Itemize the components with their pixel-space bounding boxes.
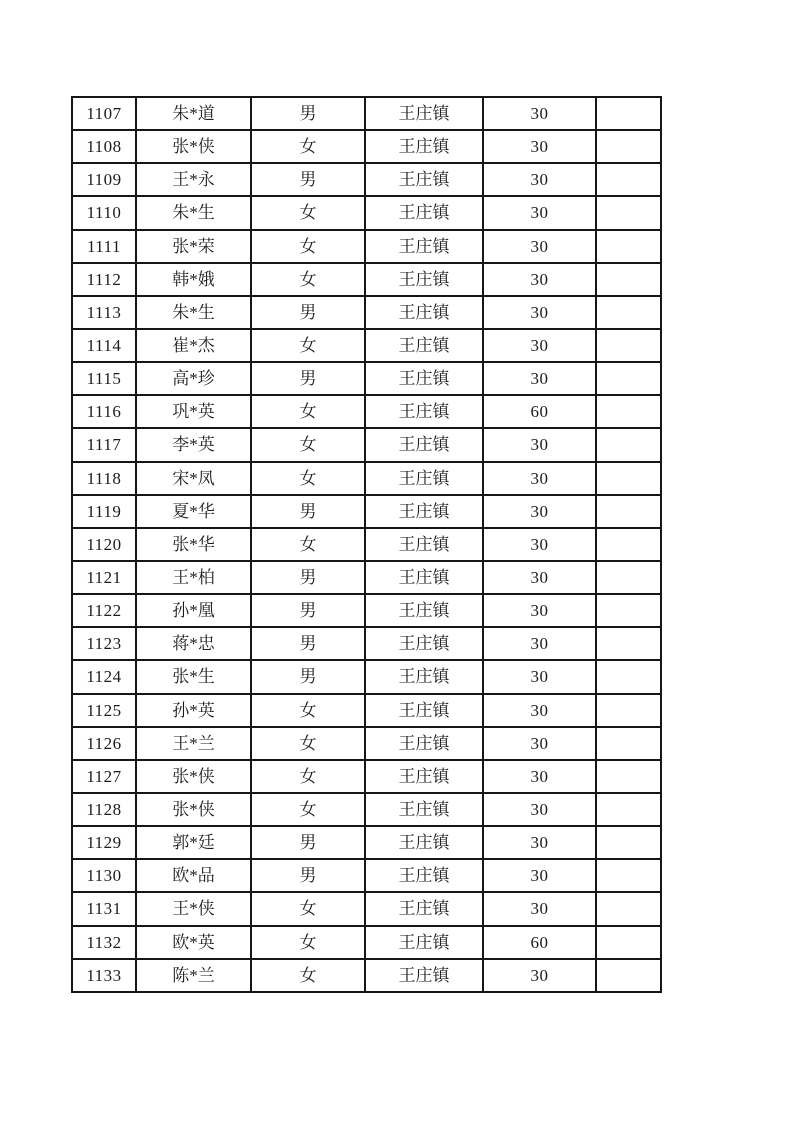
cell-gender: 女 [251, 793, 365, 826]
cell-name: 张*华 [136, 528, 251, 561]
cell-town: 王庄镇 [365, 926, 483, 959]
cell-amount: 30 [483, 362, 596, 395]
cell-town: 王庄镇 [365, 163, 483, 196]
cell-row-number: 1115 [72, 362, 136, 395]
cell-amount: 30 [483, 462, 596, 495]
cell-gender: 女 [251, 428, 365, 461]
cell-name: 张*侠 [136, 130, 251, 163]
cell-amount: 30 [483, 660, 596, 693]
table-row [72, 627, 661, 660]
table-row [72, 561, 661, 594]
cell-name: 王*柏 [136, 561, 251, 594]
cell-blank [596, 329, 661, 362]
table-row [72, 926, 661, 959]
cell-town: 王庄镇 [365, 395, 483, 428]
cell-blank [596, 263, 661, 296]
beneficiary-table [71, 96, 662, 993]
cell-blank [596, 594, 661, 627]
cell-row-number: 1133 [72, 959, 136, 992]
cell-gender: 男 [251, 627, 365, 660]
cell-town: 王庄镇 [365, 528, 483, 561]
cell-row-number: 1132 [72, 926, 136, 959]
cell-amount: 30 [483, 528, 596, 561]
cell-row-number: 1111 [72, 230, 136, 263]
cell-gender: 女 [251, 760, 365, 793]
cell-town: 王庄镇 [365, 130, 483, 163]
cell-amount: 30 [483, 495, 596, 528]
cell-row-number: 1113 [72, 296, 136, 329]
table-row [72, 263, 661, 296]
table-row [72, 959, 661, 992]
cell-row-number: 1112 [72, 263, 136, 296]
cell-name: 崔*杰 [136, 329, 251, 362]
cell-row-number: 1121 [72, 561, 136, 594]
cell-name: 孙*凰 [136, 594, 251, 627]
cell-blank [596, 428, 661, 461]
cell-gender: 女 [251, 395, 365, 428]
cell-blank [596, 97, 661, 130]
cell-name: 王*永 [136, 163, 251, 196]
table-row [72, 892, 661, 925]
table-row [72, 329, 661, 362]
cell-town: 王庄镇 [365, 230, 483, 263]
cell-blank [596, 230, 661, 263]
cell-town: 王庄镇 [365, 462, 483, 495]
cell-blank [596, 760, 661, 793]
table-row [72, 727, 661, 760]
cell-town: 王庄镇 [365, 892, 483, 925]
cell-gender: 女 [251, 694, 365, 727]
cell-town: 王庄镇 [365, 826, 483, 859]
cell-gender: 男 [251, 859, 365, 892]
cell-name: 陈*兰 [136, 959, 251, 992]
cell-name: 夏*华 [136, 495, 251, 528]
table-row [72, 428, 661, 461]
cell-name: 朱*道 [136, 97, 251, 130]
cell-blank [596, 495, 661, 528]
cell-gender: 女 [251, 959, 365, 992]
cell-name: 张*荣 [136, 230, 251, 263]
cell-blank [596, 959, 661, 992]
cell-gender: 男 [251, 296, 365, 329]
cell-town: 王庄镇 [365, 495, 483, 528]
cell-gender: 男 [251, 97, 365, 130]
table-row [72, 362, 661, 395]
cell-name: 郭*廷 [136, 826, 251, 859]
table-row [72, 826, 661, 859]
cell-blank [596, 362, 661, 395]
cell-blank [596, 859, 661, 892]
cell-amount: 30 [483, 859, 596, 892]
cell-town: 王庄镇 [365, 694, 483, 727]
cell-blank [596, 727, 661, 760]
cell-gender: 女 [251, 196, 365, 229]
cell-gender: 男 [251, 561, 365, 594]
table-body [72, 97, 661, 992]
table-row [72, 859, 661, 892]
cell-name: 王*兰 [136, 727, 251, 760]
table-row [72, 495, 661, 528]
cell-row-number: 1109 [72, 163, 136, 196]
cell-name: 张*侠 [136, 760, 251, 793]
cell-gender: 女 [251, 263, 365, 296]
cell-blank [596, 528, 661, 561]
table-row [72, 395, 661, 428]
cell-name: 韩*娥 [136, 263, 251, 296]
cell-row-number: 1116 [72, 395, 136, 428]
cell-blank [596, 892, 661, 925]
cell-town: 王庄镇 [365, 760, 483, 793]
cell-amount: 60 [483, 926, 596, 959]
cell-blank [596, 926, 661, 959]
table-row [72, 296, 661, 329]
cell-amount: 30 [483, 428, 596, 461]
cell-gender: 男 [251, 594, 365, 627]
cell-gender: 女 [251, 926, 365, 959]
cell-gender: 女 [251, 230, 365, 263]
cell-name: 张*侠 [136, 793, 251, 826]
cell-row-number: 1126 [72, 727, 136, 760]
cell-blank [596, 130, 661, 163]
cell-row-number: 1123 [72, 627, 136, 660]
cell-blank [596, 826, 661, 859]
cell-amount: 30 [483, 727, 596, 760]
cell-blank [596, 296, 661, 329]
table-row [72, 163, 661, 196]
cell-amount: 30 [483, 196, 596, 229]
cell-town: 王庄镇 [365, 859, 483, 892]
cell-row-number: 1108 [72, 130, 136, 163]
cell-name: 李*英 [136, 428, 251, 461]
cell-blank [596, 561, 661, 594]
cell-town: 王庄镇 [365, 959, 483, 992]
cell-name: 蒋*忠 [136, 627, 251, 660]
cell-row-number: 1110 [72, 196, 136, 229]
cell-gender: 女 [251, 329, 365, 362]
cell-amount: 30 [483, 793, 596, 826]
cell-town: 王庄镇 [365, 97, 483, 130]
table-row [72, 528, 661, 561]
cell-gender: 女 [251, 892, 365, 925]
cell-gender: 男 [251, 660, 365, 693]
cell-row-number: 1130 [72, 859, 136, 892]
table-row [72, 760, 661, 793]
cell-row-number: 1124 [72, 660, 136, 693]
cell-row-number: 1119 [72, 495, 136, 528]
cell-blank [596, 627, 661, 660]
cell-row-number: 1117 [72, 428, 136, 461]
cell-name: 朱*生 [136, 296, 251, 329]
cell-blank [596, 395, 661, 428]
cell-amount: 30 [483, 230, 596, 263]
cell-gender: 男 [251, 495, 365, 528]
cell-amount: 30 [483, 296, 596, 329]
cell-row-number: 1125 [72, 694, 136, 727]
cell-row-number: 1127 [72, 760, 136, 793]
table-row [72, 97, 661, 130]
cell-gender: 男 [251, 826, 365, 859]
cell-blank [596, 660, 661, 693]
cell-amount: 30 [483, 561, 596, 594]
cell-amount: 30 [483, 329, 596, 362]
cell-town: 王庄镇 [365, 362, 483, 395]
cell-name: 高*珍 [136, 362, 251, 395]
cell-town: 王庄镇 [365, 727, 483, 760]
cell-blank [596, 694, 661, 727]
cell-name: 欧*英 [136, 926, 251, 959]
cell-row-number: 1131 [72, 892, 136, 925]
cell-amount: 30 [483, 97, 596, 130]
cell-town: 王庄镇 [365, 428, 483, 461]
cell-amount: 60 [483, 395, 596, 428]
cell-name: 孙*英 [136, 694, 251, 727]
cell-gender: 女 [251, 130, 365, 163]
table-row [72, 462, 661, 495]
cell-blank [596, 196, 661, 229]
table-row [72, 196, 661, 229]
cell-gender: 男 [251, 362, 365, 395]
table-row [72, 793, 661, 826]
cell-amount: 30 [483, 263, 596, 296]
cell-town: 王庄镇 [365, 296, 483, 329]
cell-row-number: 1107 [72, 97, 136, 130]
cell-town: 王庄镇 [365, 196, 483, 229]
cell-amount: 30 [483, 594, 596, 627]
cell-gender: 女 [251, 528, 365, 561]
cell-amount: 30 [483, 892, 596, 925]
cell-town: 王庄镇 [365, 263, 483, 296]
cell-row-number: 1120 [72, 528, 136, 561]
cell-town: 王庄镇 [365, 627, 483, 660]
cell-blank [596, 163, 661, 196]
cell-town: 王庄镇 [365, 329, 483, 362]
cell-gender: 男 [251, 163, 365, 196]
cell-gender: 女 [251, 462, 365, 495]
cell-town: 王庄镇 [365, 561, 483, 594]
cell-amount: 30 [483, 959, 596, 992]
cell-name: 张*生 [136, 660, 251, 693]
cell-town: 王庄镇 [365, 793, 483, 826]
cell-amount: 30 [483, 627, 596, 660]
cell-town: 王庄镇 [365, 660, 483, 693]
cell-row-number: 1129 [72, 826, 136, 859]
cell-amount: 30 [483, 826, 596, 859]
cell-row-number: 1122 [72, 594, 136, 627]
table-row [72, 694, 661, 727]
cell-amount: 30 [483, 694, 596, 727]
cell-row-number: 1114 [72, 329, 136, 362]
cell-blank [596, 462, 661, 495]
cell-row-number: 1128 [72, 793, 136, 826]
cell-name: 巩*英 [136, 395, 251, 428]
cell-row-number: 1118 [72, 462, 136, 495]
cell-amount: 30 [483, 163, 596, 196]
cell-name: 欧*品 [136, 859, 251, 892]
table-row [72, 130, 661, 163]
cell-gender: 女 [251, 727, 365, 760]
cell-name: 宋*凤 [136, 462, 251, 495]
cell-town: 王庄镇 [365, 594, 483, 627]
table-row [72, 660, 661, 693]
table-row [72, 230, 661, 263]
cell-amount: 30 [483, 760, 596, 793]
cell-blank [596, 793, 661, 826]
table-row [72, 594, 661, 627]
cell-amount: 30 [483, 130, 596, 163]
cell-name: 朱*生 [136, 196, 251, 229]
cell-name: 王*侠 [136, 892, 251, 925]
